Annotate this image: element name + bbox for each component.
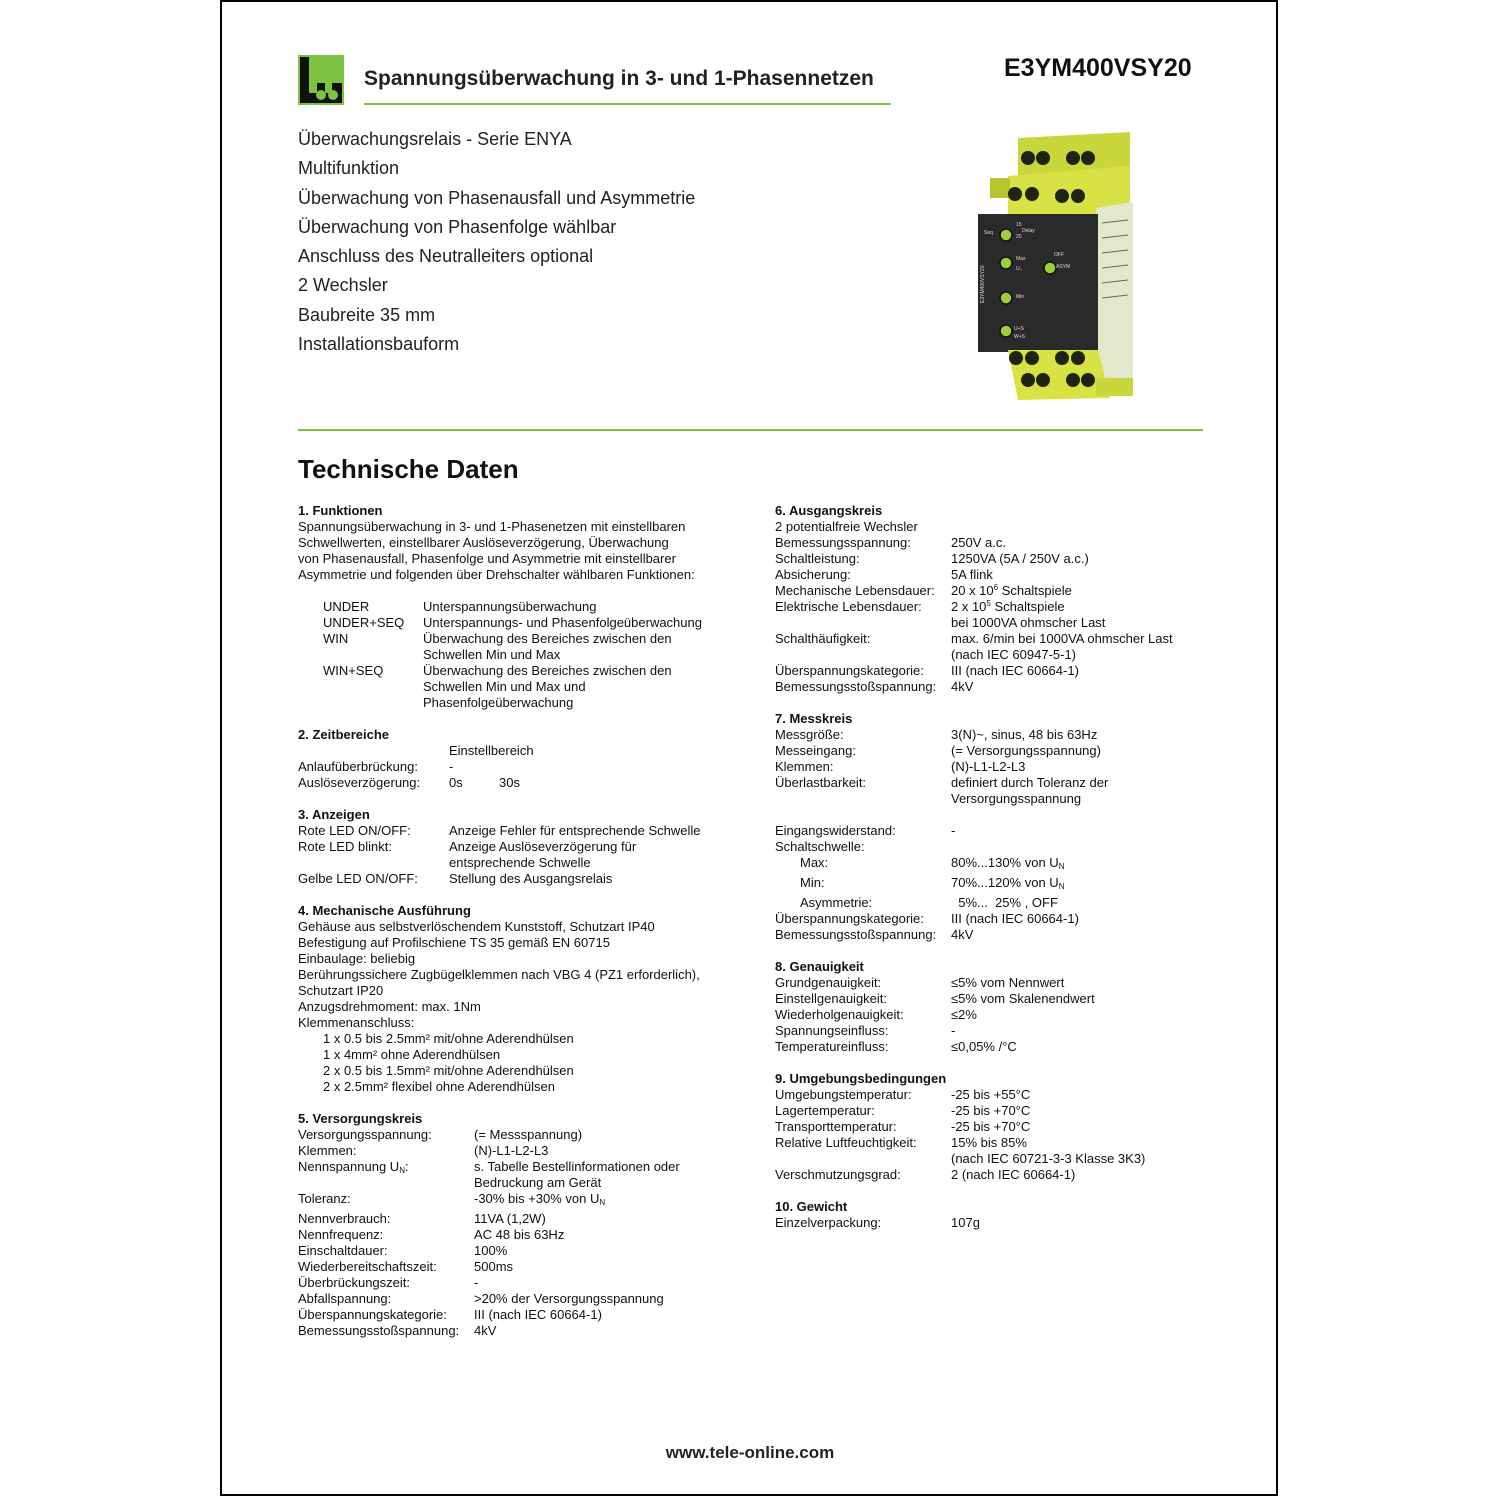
spec-row xyxy=(298,871,748,887)
svg-text:Seq: Seq xyxy=(984,230,993,236)
spec-row xyxy=(775,599,1215,631)
spec-key: Verschmutzungsgrad: xyxy=(775,1167,901,1182)
feature-item: Installationsbauform xyxy=(298,334,460,355)
spec-value: -25 bis +70°C xyxy=(951,1119,1031,1134)
spec-value: - xyxy=(474,1275,479,1290)
section-heading: 4. Mechanische Ausführung xyxy=(298,903,471,918)
spec-row xyxy=(298,1159,748,1191)
spec-row xyxy=(775,823,1215,839)
spec-value: 5A flink xyxy=(951,567,993,582)
paragraph-line: Einbaulage: beliebig xyxy=(298,951,416,966)
spec-key: Messeingang: xyxy=(775,743,856,758)
spec-value: >20% der Versorgungsspannung xyxy=(474,1291,664,1306)
section-heading: 3. Anzeigen xyxy=(298,807,370,822)
spec-key: Bemessungsstoßspannung: xyxy=(775,927,937,942)
paragraph-line: Schutzart IP20 xyxy=(298,983,384,998)
spec-value: -30% bis +30% von $U_N$ xyxy=(474,1191,606,1207)
spec-key: Nennspannung $U_N$: xyxy=(298,1159,409,1175)
spec-value: 4kV xyxy=(951,927,974,942)
svg-text:20: 20 xyxy=(1016,234,1022,240)
section-heading: 9. Umgebungsbedingungen xyxy=(775,1071,947,1086)
section-heading: 7. Messkreis xyxy=(775,711,853,726)
tech-data-title: Technische Daten xyxy=(298,454,519,484)
spec-row xyxy=(775,1215,1215,1231)
paragraph-line: Spannungsüberwachung in 3- und 1-Phasenetzen mit einstellbaren xyxy=(298,519,686,534)
spec-key: Toleranz: xyxy=(298,1191,351,1206)
svg-text:U+S: U+S xyxy=(1014,326,1024,332)
spec-value: ≤0,05% /°C xyxy=(951,1039,1017,1054)
threshold-row xyxy=(775,855,1215,875)
spec-row xyxy=(775,535,1215,551)
function-row xyxy=(298,631,748,663)
spec-row xyxy=(775,1167,1215,1183)
spec-row xyxy=(298,1275,748,1291)
spec-row xyxy=(775,1023,1215,1039)
spec-value: 70%...120% von $U_N$ xyxy=(951,875,1065,891)
spec-value: 2 (nach IEC 60664-1) xyxy=(951,1167,1076,1182)
spec-row xyxy=(775,1103,1215,1119)
spec-key: Min: xyxy=(800,875,825,890)
spec-value: III (nach IEC 60664-1) xyxy=(951,911,1079,926)
spec-value: - xyxy=(449,759,454,774)
tele-logo xyxy=(298,55,344,105)
spec-row xyxy=(775,839,1215,855)
spec-value: bei 1000VA ohmscher Last xyxy=(951,615,1106,630)
spec-key: Temperatureinfluss: xyxy=(775,1039,889,1054)
function-desc: Schwellen Min und Max xyxy=(423,647,561,662)
function-desc: Unterspannungs- und Phasenfolgeüberwachung xyxy=(423,615,702,630)
feature-item: Überwachung von Phasenausfall und Asymmetrie xyxy=(298,187,696,208)
spec-key: Elektrische Lebensdauer: xyxy=(775,599,922,614)
paragraph-line: 2 potentialfreie Wechsler xyxy=(775,519,918,534)
spec-value: ≤5% vom Nennwert xyxy=(951,975,1065,990)
spec-value: 5%... 25% , OFF xyxy=(951,895,1058,910)
clamp-option: 1 x 0.5 bis 2.5mm² mit/ohne Aderendhülsen xyxy=(323,1031,574,1046)
function-desc: Unterspannungsüberwachung xyxy=(423,599,597,614)
spec-value: - xyxy=(951,823,956,838)
spec-row xyxy=(775,727,1215,743)
feature-item: Überwachungsrelais - Serie ENYA xyxy=(298,129,572,149)
spec-key: Klemmen: xyxy=(298,1143,357,1158)
spec-value: Versorgungsspannung xyxy=(951,791,1082,806)
paragraph-line: Schwellwerten, einstellbarer Auslöseverzögerung, Überwachung xyxy=(298,535,669,550)
function-desc: Schwellen Min und Max und xyxy=(423,679,586,694)
spec-value: -25 bis +70°C xyxy=(951,1103,1031,1118)
spec-row xyxy=(298,1211,748,1227)
paragraph-line: Berührungssichere Zugbügelklemmen nach VBG 4 (PZ1 erforderlich), xyxy=(298,967,700,982)
function-key: UNDER+SEQ xyxy=(323,615,405,630)
spec-value: 80%...130% von $U_N$ xyxy=(951,855,1065,871)
clamp-option: 1 x 4mm² ohne Aderendhülsen xyxy=(323,1047,501,1062)
svg-text:E3YM400VSY20: E3YM400VSY20 xyxy=(980,265,986,303)
spec-value: (= Versorgungsspannung) xyxy=(951,743,1101,758)
spec-value: III (nach IEC 60664-1) xyxy=(474,1307,602,1322)
function-key: WIN xyxy=(323,631,349,646)
spec-value: AC 48 bis 63Hz xyxy=(474,1227,565,1242)
spec-row xyxy=(775,679,1215,695)
spec-row xyxy=(298,759,748,775)
spec-key: Überspannungskategorie: xyxy=(775,911,924,926)
section-heading: 8. Genauigkeit xyxy=(775,959,864,974)
spec-key: Nennverbrauch: xyxy=(298,1211,391,1226)
spec-key: Mechanische Lebensdauer: xyxy=(775,583,935,598)
spec-key: Klemmen: xyxy=(775,759,834,774)
spec-key: Bemessungsspannung: xyxy=(775,535,911,550)
svg-text:OFF: OFF xyxy=(1054,252,1064,258)
spec-key: Einstellgenauigkeit: xyxy=(775,991,888,1006)
spec-value: ≤2% xyxy=(951,1007,977,1022)
spec-row xyxy=(298,823,748,839)
paragraph-line: Anzugsdrehmoment: max. 1Nm xyxy=(298,999,481,1014)
spec-key: Transporttemperatur: xyxy=(775,1119,897,1134)
spec-key: Bemessungsstoßspannung: xyxy=(775,679,937,694)
svg-text:ASYM: ASYM xyxy=(1056,264,1071,270)
function-desc: Überwachung des Bereiches zwischen den xyxy=(423,631,672,646)
function-key: WIN+SEQ xyxy=(323,663,384,678)
clamp-option: 2 x 2.5mm² flexibel ohne Aderendhülsen xyxy=(323,1079,555,1094)
svg-text:W+S: W+S xyxy=(1014,334,1025,340)
section-heading: 2. Zeitbereiche xyxy=(298,727,390,742)
footer-url: www.tele-online.com xyxy=(665,1443,835,1462)
spec-value: Bedruckung am Gerät xyxy=(474,1175,602,1190)
spec-value: 3(N)~, sinus, 48 bis 63Hz xyxy=(951,727,1098,742)
spec-row xyxy=(775,1007,1215,1023)
spec-row xyxy=(775,1119,1215,1135)
spec-key: Messgröße: xyxy=(775,727,844,742)
paragraph-line: Gehäuse aus selbstverlöschendem Kunststoff, Schutzart IP40 xyxy=(298,919,655,934)
spec-key: Wiederbereitschaftszeit: xyxy=(298,1259,437,1274)
spec-key: Rote LED blinkt: xyxy=(298,839,392,854)
svg-text:Min: Min xyxy=(1016,294,1025,300)
spec-key: Bemessungsstoßspannung: xyxy=(298,1323,460,1338)
spec-row xyxy=(775,1135,1215,1167)
spec-value: 11VA (1,2W) xyxy=(474,1211,546,1226)
spec-value: (nach IEC 60947-5-1) xyxy=(951,647,1077,662)
function-row xyxy=(298,663,748,711)
spec-value: Stellung des Ausgangsrelais xyxy=(449,871,613,886)
spec-key: Überspannungskategorie: xyxy=(775,663,924,678)
spec-key: Wiederholgenauigkeit: xyxy=(775,1007,904,1022)
spec-key: Einzelverpackung: xyxy=(775,1215,882,1230)
feature-list xyxy=(298,125,695,359)
spec-value: 4kV xyxy=(474,1323,497,1338)
paragraph-line: Klemmenanschluss: xyxy=(298,1015,415,1030)
spec-row xyxy=(775,551,1215,567)
svg-text:U₀: U₀ xyxy=(1016,266,1022,272)
spec-value: max. 6/min bei 1000VA ohmscher Last xyxy=(951,631,1173,646)
function-desc: Phasenfolgeüberwachung xyxy=(423,695,574,710)
spec-value: 0s xyxy=(449,775,463,790)
paragraph-line: Asymmetrie und folgenden über Drehschalter wählbaren Funktionen: xyxy=(298,567,695,582)
feature-item: Baubreite 35 mm xyxy=(298,304,436,325)
spec-row xyxy=(775,663,1215,679)
header-title: Spannungsüberwachung in 3- und 1-Phasennetzen xyxy=(364,67,874,90)
paragraph-line: von Phasenausfall, Phasenfolge und Asymmetrie mit einstellbarer xyxy=(298,551,676,566)
spec-row xyxy=(775,911,1215,927)
spec-value: III (nach IEC 60664-1) xyxy=(951,663,1079,678)
spec-key: Max: xyxy=(800,855,829,870)
spec-key: Eingangswiderstand: xyxy=(775,823,896,838)
spec-key: Überlastbarkeit: xyxy=(775,775,867,790)
spec-key: Überspannungskategorie: xyxy=(298,1307,447,1322)
spec-value: -25 bis +55°C xyxy=(951,1087,1031,1102)
spec-value: 100% xyxy=(474,1243,508,1258)
section-heading: 6. Ausgangskreis xyxy=(775,503,883,518)
spec-value: 4kV xyxy=(951,679,974,694)
section-heading: 5. Versorgungskreis xyxy=(298,1111,423,1126)
spec-row xyxy=(775,927,1215,943)
header-underline xyxy=(364,103,891,105)
svg-text:15: 15 xyxy=(1016,222,1022,228)
spec-row xyxy=(298,1307,748,1323)
spec-key: Anlaufüberbrückung: xyxy=(298,759,418,774)
spec-key: Grundgenauigkeit: xyxy=(775,975,882,990)
spec-row xyxy=(298,839,748,871)
spec-value: (N)-L1-L2-L3 xyxy=(474,1143,549,1158)
spec-row xyxy=(775,775,1215,807)
spec-key: Versorgungsspannung: xyxy=(298,1127,432,1142)
function-row xyxy=(298,615,748,631)
spec-value: entsprechende Schwelle xyxy=(449,855,591,870)
spec-row xyxy=(775,975,1215,991)
spec-row xyxy=(298,1259,748,1275)
spec-row xyxy=(298,1243,748,1259)
svg-text:Max: Max xyxy=(1016,256,1026,262)
spec-value: 2 x $10^5$ Schaltspiele xyxy=(951,599,1065,614)
spec-row xyxy=(298,1143,748,1159)
spec-key: Spannungseinfluss: xyxy=(775,1023,889,1038)
spec-value: (N)-L1-L2-L3 xyxy=(951,759,1026,774)
spec-key: Relative Luftfeuchtigkeit: xyxy=(775,1135,917,1150)
spec-value: (= Messspannung) xyxy=(474,1127,583,1142)
spec-value: - xyxy=(951,1023,956,1038)
spec-row xyxy=(775,1039,1215,1055)
spec-value: (nach IEC 60721-3-3 Klasse 3K3) xyxy=(951,1151,1146,1166)
spec-value: s. Tabelle Bestellinformationen oder xyxy=(474,1159,680,1174)
spec-value: Anzeige Fehler für entsprechende Schwelle xyxy=(449,823,701,838)
spec-value: 250V a.c. xyxy=(951,535,1006,550)
spec-row xyxy=(298,1127,748,1143)
spec-key: Abfallspannung: xyxy=(298,1291,392,1306)
spec-row xyxy=(298,775,748,791)
spec-row xyxy=(775,743,1215,759)
spec-row xyxy=(775,567,1215,583)
function-row xyxy=(298,599,748,615)
spec-key: Auslöseverzögerung: xyxy=(298,775,421,790)
spec-key: Schaltschwelle: xyxy=(775,839,865,854)
feature-item: Anschluss des Neutralleiters optional xyxy=(298,246,594,267)
clamp-option: 2 x 0.5 bis 1.5mm² mit/ohne Aderendhülsen xyxy=(323,1063,574,1078)
spec-value: 107g xyxy=(951,1215,980,1230)
spec-key: Überbrückungszeit: xyxy=(298,1275,410,1290)
spec-row xyxy=(298,1291,748,1307)
section-heading: 10. Gewicht xyxy=(775,1199,848,1214)
threshold-row xyxy=(775,875,1215,895)
part-number: E3YM400VSY20 xyxy=(1004,54,1192,82)
section-heading: 1. Funktionen xyxy=(298,503,383,518)
feature-item: 2 Wechsler xyxy=(298,275,388,296)
spec-key: Gelbe LED ON/OFF: xyxy=(298,871,418,886)
spec-row xyxy=(775,759,1215,775)
spec-key: Rote LED ON/OFF: xyxy=(298,823,411,838)
spec-value: ≤5% vom Skalenendwert xyxy=(951,991,1095,1006)
svg-text:Delay: Delay xyxy=(1022,228,1035,234)
spec-row xyxy=(775,1087,1215,1103)
spec-value: Anzeige Auslöseverzögerung für xyxy=(449,839,637,854)
spec-value: 1250VA (5A / 250V a.c.) xyxy=(951,551,1089,566)
feature-item: Multifunktion xyxy=(298,158,400,179)
spec-row xyxy=(298,1227,748,1243)
spec-key: Umgebungstemperatur: xyxy=(775,1087,912,1102)
spec-key: Schaltleistung: xyxy=(775,551,860,566)
spec-key: Absicherung: xyxy=(775,567,851,582)
function-desc: Überwachung des Bereiches zwischen den xyxy=(423,663,672,678)
spec-value: definiert durch Toleranz der xyxy=(951,775,1109,790)
tech-data-left-column xyxy=(298,503,748,1339)
column-header: Einstellbereich xyxy=(449,743,534,758)
spec-row xyxy=(298,1323,748,1339)
spec-value: 15% bis 85% xyxy=(951,1135,1027,1150)
spec-value: 30s xyxy=(499,775,520,790)
function-key: UNDER xyxy=(323,599,370,614)
spec-value: 20 x $10^6$ Schaltspiele xyxy=(951,583,1072,598)
spec-key: Einschaltdauer: xyxy=(298,1243,388,1258)
spec-row xyxy=(775,991,1215,1007)
spec-key: Asymmetrie: xyxy=(800,895,873,910)
spec-row xyxy=(775,583,1215,599)
paragraph-line: Befestigung auf Profilschiene TS 35 gemäß EN 60715 xyxy=(298,935,610,950)
spec-key: Lagertemperatur: xyxy=(775,1103,875,1118)
spec-key: Schalthäufigkeit: xyxy=(775,631,871,646)
tech-data-right-column xyxy=(775,503,1215,1231)
spec-value: 500ms xyxy=(474,1259,514,1274)
product-image xyxy=(970,128,1145,403)
feature-item: Überwachung von Phasenfolge wählbar xyxy=(298,216,617,237)
spec-row xyxy=(775,631,1215,663)
spec-key: Nennfrequenz: xyxy=(298,1227,384,1242)
threshold-row xyxy=(775,895,1215,911)
spec-row xyxy=(298,1191,748,1211)
section-divider xyxy=(298,429,1203,431)
